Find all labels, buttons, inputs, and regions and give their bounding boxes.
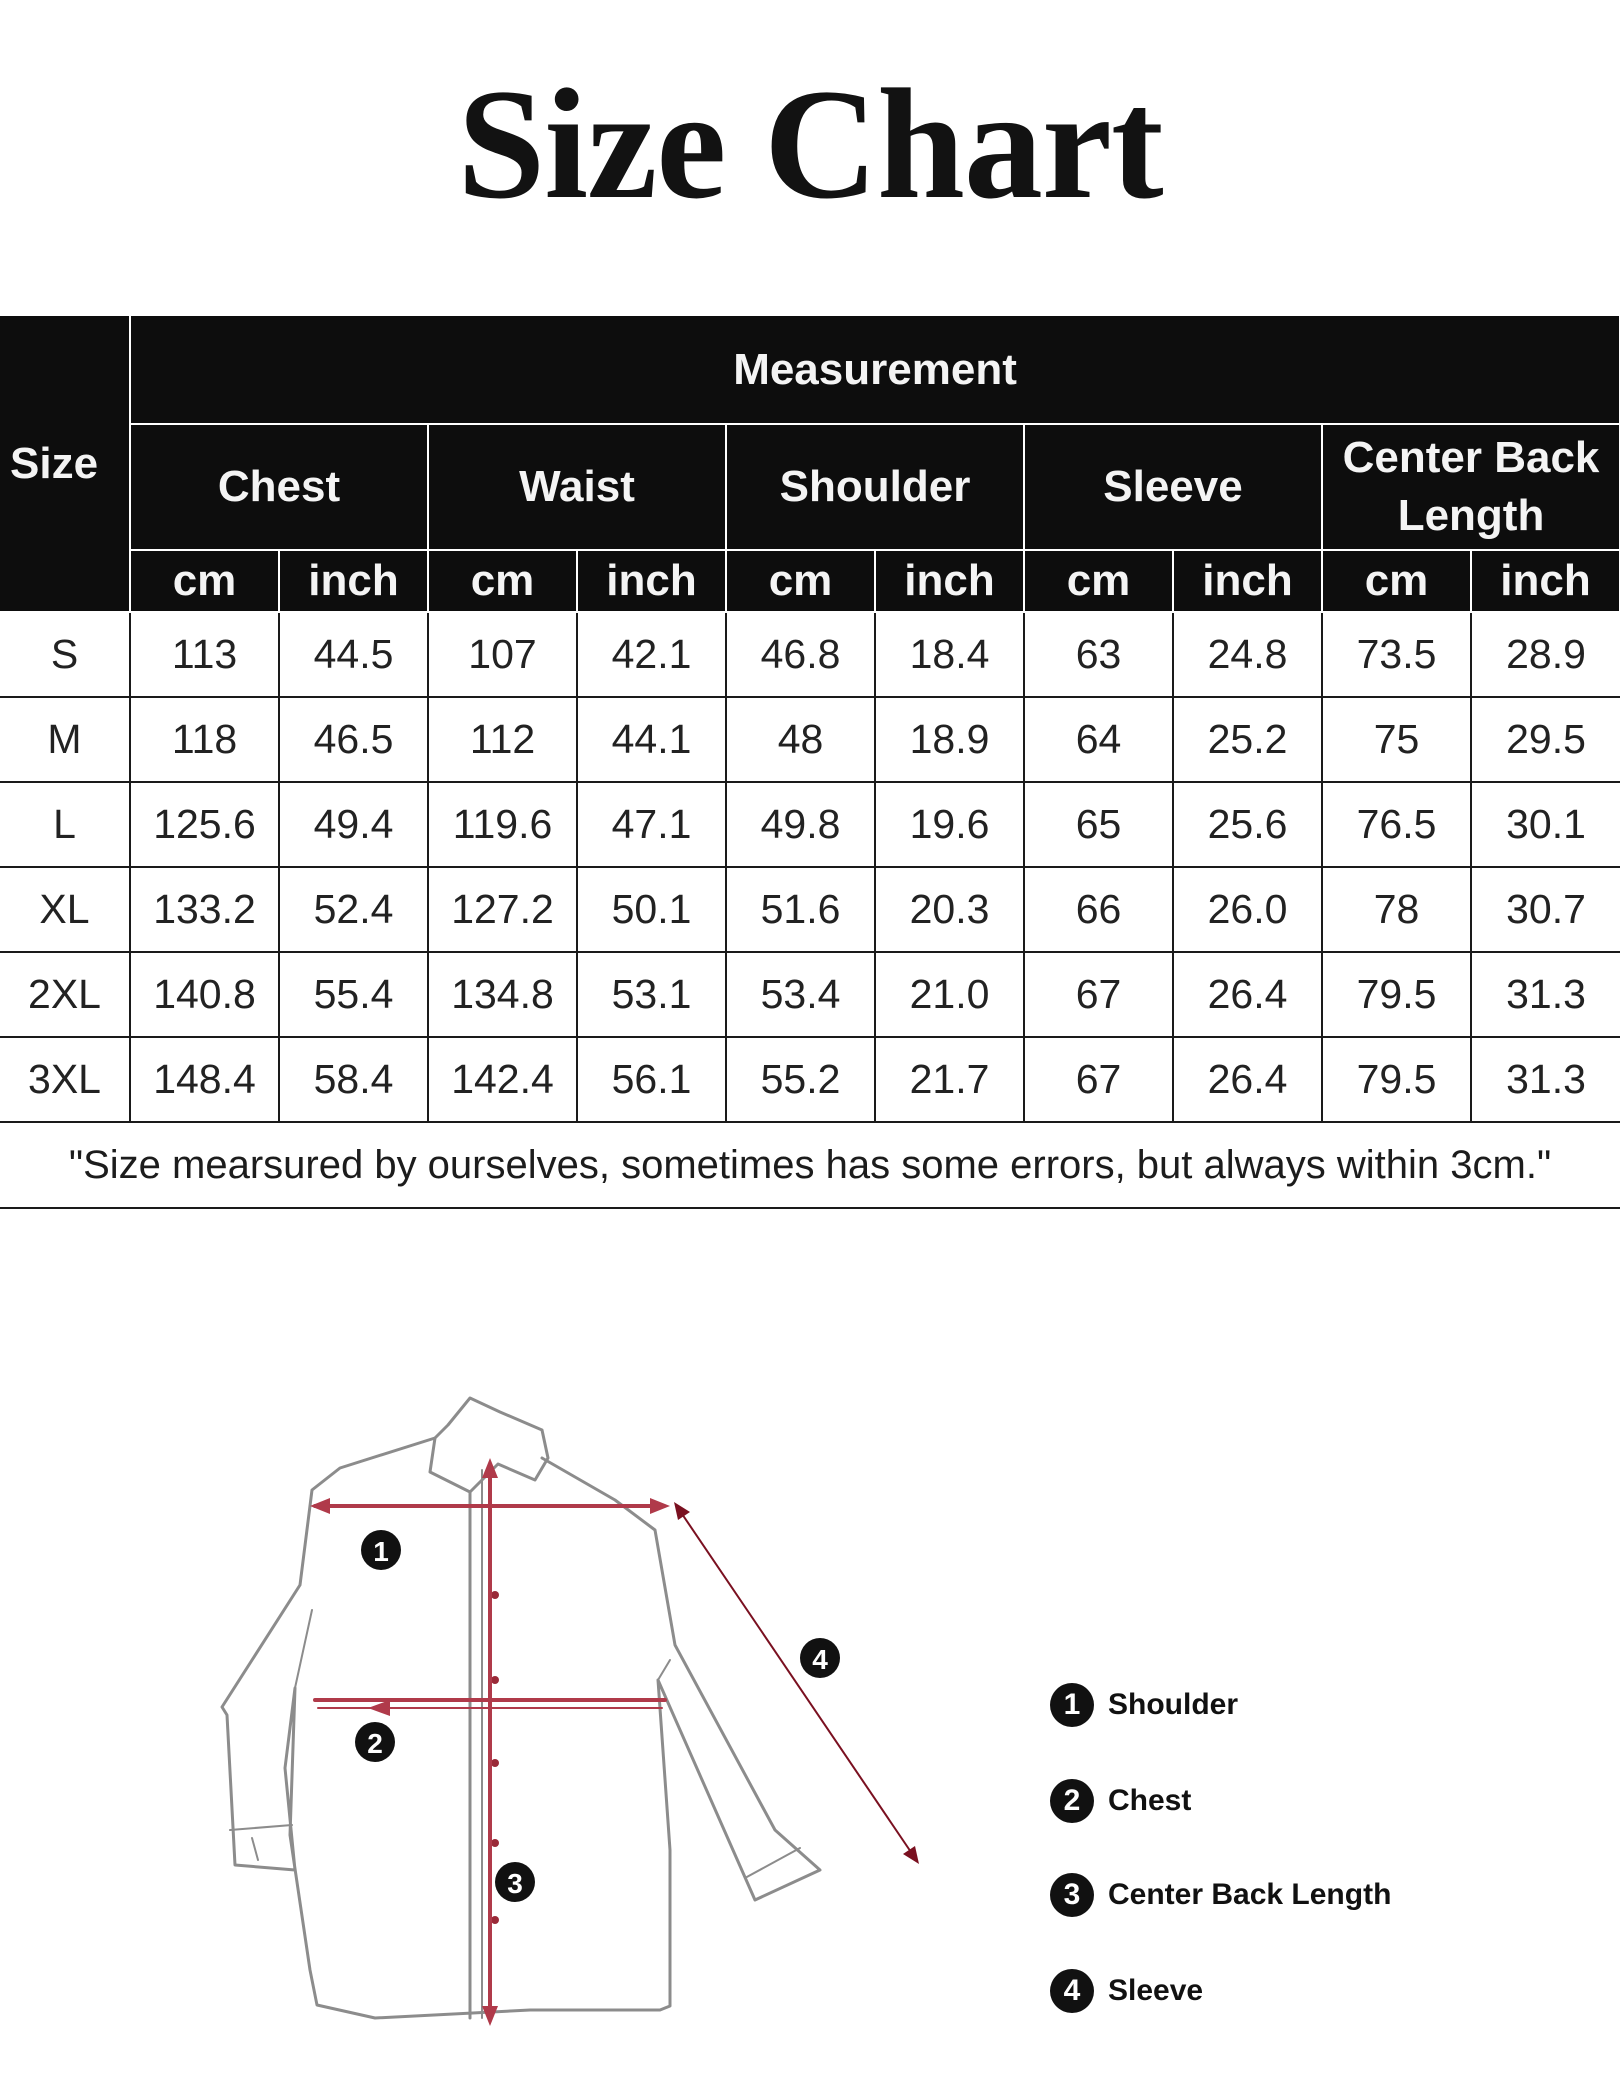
measurement-cell: 79.5 xyxy=(1322,952,1471,1037)
table-row xyxy=(0,697,1620,782)
measurement-cell: 79.5 xyxy=(1322,1037,1471,1122)
measurement-cell: 148.4 xyxy=(130,1037,279,1122)
measurement-cell: 107 xyxy=(428,612,577,697)
measurement-cell: 49.8 xyxy=(726,782,875,867)
marker-number: 3 xyxy=(507,1868,523,1899)
measurement-cell: 113 xyxy=(130,612,279,697)
marker-1 xyxy=(361,1530,401,1570)
group-label-line: Length xyxy=(1397,491,1545,540)
legend-number-badge: 2 xyxy=(1050,1779,1094,1823)
table-row xyxy=(0,952,1620,1037)
left-cuff-inner xyxy=(252,1838,258,1860)
legend-label: Shoulder xyxy=(1108,1688,1239,1721)
measurement-cell: 18.9 xyxy=(875,697,1024,782)
measurement-cell: 18.4 xyxy=(875,612,1024,697)
measurement-cell: 47.1 xyxy=(577,782,726,867)
measurement-cell: 125.6 xyxy=(130,782,279,867)
measurement-cell: 21.7 xyxy=(875,1037,1024,1122)
measurement-cell: 24.8 xyxy=(1173,612,1322,697)
measurement-cell: 56.1 xyxy=(577,1037,726,1122)
legend-label: Sleeve xyxy=(1108,1974,1204,2007)
measurement-cell: 63 xyxy=(1024,612,1173,697)
measurement-cell: 119.6 xyxy=(428,782,577,867)
measurement-cell: 55.4 xyxy=(279,952,428,1037)
arrowhead xyxy=(674,1502,690,1520)
measurement-cell: 19.6 xyxy=(875,782,1024,867)
button xyxy=(491,1759,499,1767)
measurement-cell: 73.5 xyxy=(1322,612,1471,697)
marker-number: 1 xyxy=(373,1536,389,1567)
measurement-cell: 78 xyxy=(1322,867,1471,952)
table-row xyxy=(0,612,1620,697)
measurement-cell: 31.3 xyxy=(1471,952,1620,1037)
legend-item-sleeve xyxy=(1050,1966,1203,2016)
measurement-cell: 67 xyxy=(1024,1037,1173,1122)
size-column-header: Size xyxy=(0,315,130,612)
right-cuff xyxy=(745,1848,800,1878)
measurement-cell: 142.4 xyxy=(428,1037,577,1122)
table-row xyxy=(0,1037,1620,1122)
size-table xyxy=(0,314,1620,1209)
unit-header: cm xyxy=(1024,550,1173,612)
unit-header: cm xyxy=(726,550,875,612)
arrowhead xyxy=(903,1846,919,1864)
button xyxy=(491,1916,499,1924)
unit-header: cm xyxy=(130,550,279,612)
measurement-cell: 21.0 xyxy=(875,952,1024,1037)
table-body xyxy=(0,612,1620,1122)
group-label-line: Chest xyxy=(217,462,341,511)
measurement-cell: 30.1 xyxy=(1471,782,1620,867)
measurement-cell: 76.5 xyxy=(1322,782,1471,867)
measurement-cell: 127.2 xyxy=(428,867,577,952)
measurement-cell: 133.2 xyxy=(130,867,279,952)
left-cuff xyxy=(230,1825,292,1830)
group-label-line: Shoulder xyxy=(779,462,971,511)
button xyxy=(491,1591,499,1599)
size-cell: XL xyxy=(0,867,130,952)
arrowhead xyxy=(368,1700,390,1716)
table-row xyxy=(0,782,1620,867)
measurement-cell: 112 xyxy=(428,697,577,782)
unit-header: cm xyxy=(1322,550,1471,612)
unit-header: inch xyxy=(1471,550,1620,612)
measurement-cell: 48 xyxy=(726,697,875,782)
measurement-cell: 20.3 xyxy=(875,867,1024,952)
unit-header: inch xyxy=(577,550,726,612)
measurement-cell: 26.4 xyxy=(1173,1037,1322,1122)
unit-header: inch xyxy=(875,550,1024,612)
marker-number: 4 xyxy=(812,1644,828,1675)
page-title: Size Chart xyxy=(457,57,1163,232)
measurement-cell: 46.8 xyxy=(726,612,875,697)
measurement-cell: 52.4 xyxy=(279,867,428,952)
marker-2 xyxy=(355,1722,395,1762)
measurement-cell: 26.4 xyxy=(1173,952,1322,1037)
legend-item-shoulder xyxy=(1050,1680,1238,1730)
measurement-cell: 140.8 xyxy=(130,952,279,1037)
arrowhead xyxy=(650,1498,670,1514)
button xyxy=(491,1676,499,1684)
legend-number-badge: 3 xyxy=(1050,1873,1094,1917)
size-cell: 3XL xyxy=(0,1037,130,1122)
group-header-waist xyxy=(428,424,726,550)
measurement-cell: 46.5 xyxy=(279,697,428,782)
marker-4 xyxy=(800,1638,840,1678)
group-label-line: Sleeve xyxy=(1103,462,1243,511)
legend-number-badge: 4 xyxy=(1050,1969,1094,2013)
unit-header: cm xyxy=(428,550,577,612)
measurement-cell: 134.8 xyxy=(428,952,577,1037)
unit-header: inch xyxy=(279,550,428,612)
measurement-cell: 118 xyxy=(130,697,279,782)
measurement-cell: 67 xyxy=(1024,952,1173,1037)
measurement-cell: 66 xyxy=(1024,867,1173,952)
group-header-chest xyxy=(130,424,428,550)
arrowhead xyxy=(310,1498,330,1514)
right-sleeve-seam xyxy=(658,1660,670,1680)
legend-number-badge: 1 xyxy=(1050,1683,1094,1727)
unit-header: inch xyxy=(1173,550,1322,612)
measurement-cell: 58.4 xyxy=(279,1037,428,1122)
measurement-cell: 44.1 xyxy=(577,697,726,782)
measurement-cell: 53.1 xyxy=(577,952,726,1037)
button xyxy=(491,1839,499,1847)
measurement-cell: 26.0 xyxy=(1173,867,1322,952)
size-cell: S xyxy=(0,612,130,697)
size-cell: L xyxy=(0,782,130,867)
measurement-cell: 31.3 xyxy=(1471,1037,1620,1122)
measurement-header: Measurement xyxy=(130,315,1620,424)
table-row xyxy=(0,867,1620,952)
measurement-cell: 55.2 xyxy=(726,1037,875,1122)
measurement-cell: 50.1 xyxy=(577,867,726,952)
legend-item-chest xyxy=(1050,1776,1191,1826)
measurement-cell: 64 xyxy=(1024,697,1173,782)
measurement-note: "Size mearsured by ourselves, sometimes has some errors, but always within 3cm." xyxy=(0,1122,1620,1208)
measurement-cell: 28.9 xyxy=(1471,612,1620,697)
shirt-outline xyxy=(222,1438,820,2018)
shirt-diagram xyxy=(200,1370,960,2090)
measurement-cell: 75 xyxy=(1322,697,1471,782)
measurement-cell: 30.7 xyxy=(1471,867,1620,952)
arrowhead xyxy=(482,2006,498,2026)
group-label-line: Waist xyxy=(519,462,635,511)
measurement-cell: 42.1 xyxy=(577,612,726,697)
legend-label: Chest xyxy=(1108,1784,1192,1817)
size-cell: M xyxy=(0,697,130,782)
measurement-cell: 51.6 xyxy=(726,867,875,952)
marker-number: 2 xyxy=(367,1728,383,1759)
group-header-sleeve xyxy=(1024,424,1322,550)
measurement-cell: 53.4 xyxy=(726,952,875,1037)
measurement-cell: 25.2 xyxy=(1173,697,1322,782)
measurement-cell: 65 xyxy=(1024,782,1173,867)
measurement-cell: 44.5 xyxy=(279,612,428,697)
group-header-shoulder xyxy=(726,424,1024,550)
group-header-center-back-length xyxy=(1322,424,1620,550)
legend-label: Center Back Length xyxy=(1108,1878,1392,1911)
legend-item-center-back-length xyxy=(1050,1870,1391,1920)
group-label-line: Center Back xyxy=(1342,433,1600,482)
measurement-cell: 29.5 xyxy=(1471,697,1620,782)
left-sleeve-seam xyxy=(295,1610,312,1688)
measurement-cell: 25.6 xyxy=(1173,782,1322,867)
marker-3 xyxy=(495,1862,535,1902)
measurement-cell: 49.4 xyxy=(279,782,428,867)
size-cell: 2XL xyxy=(0,952,130,1037)
